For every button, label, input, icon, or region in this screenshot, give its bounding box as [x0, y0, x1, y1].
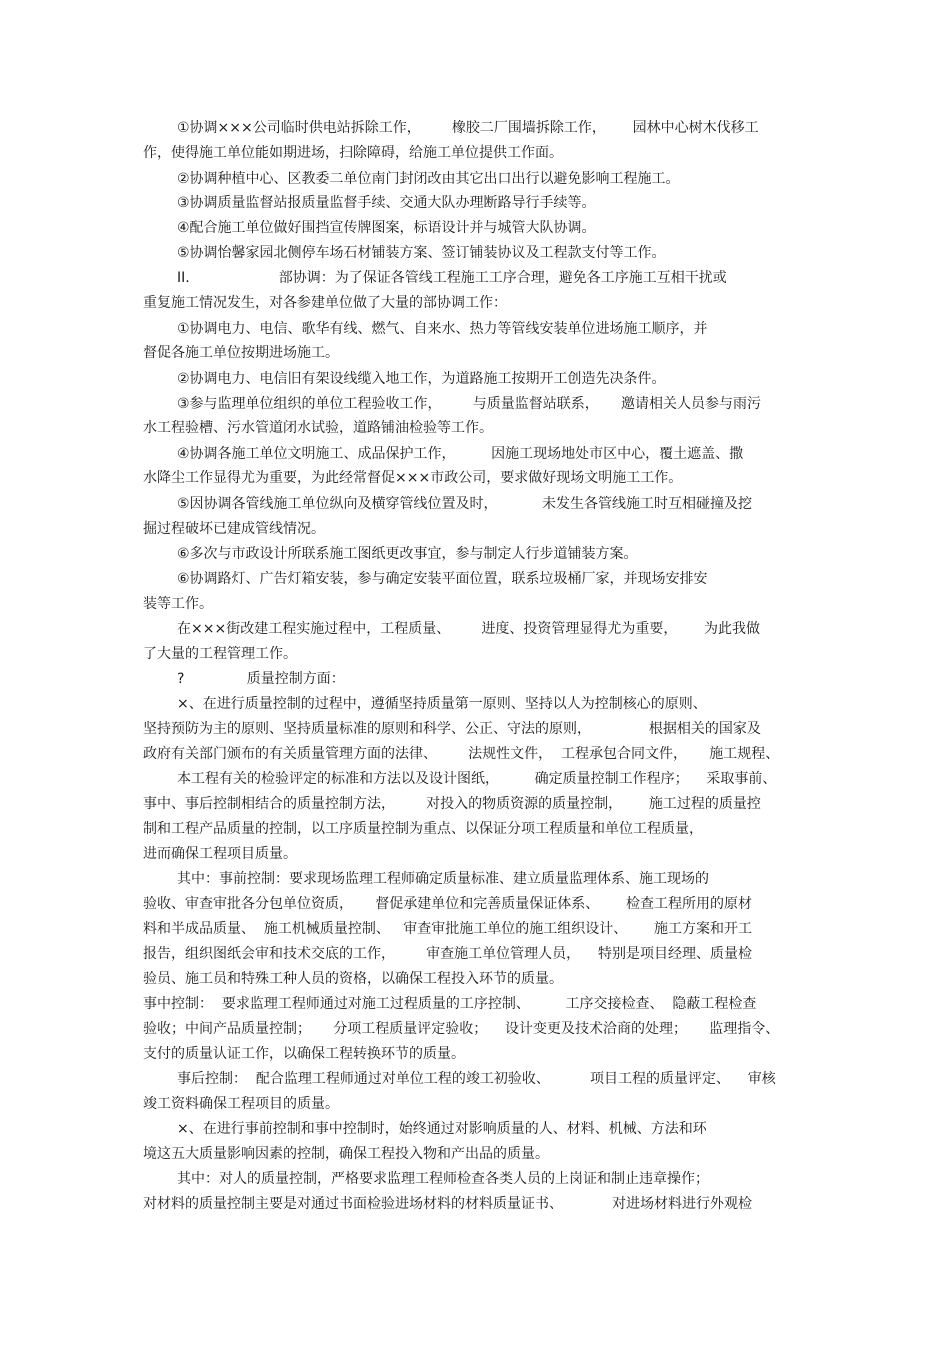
- text-line: 验员、施工员和特殊工种人员的资格，以确保工程投入环节的质量。: [143, 971, 563, 987]
- text-line: 事中控制： 要求监理工程师通过对施工过程质量的工序控制、 工序交接检查、 隐蔽工程检查: [143, 996, 757, 1012]
- text-line: 其中：事前控制：要求现场监理工程师确定质量标准、建立质量监理体系、施工现场的: [177, 871, 709, 887]
- text-line: 督促各施工单位按期进场施工。: [143, 345, 339, 361]
- text-line: 水工程验槽、污水管道闭水试验，道路铺油检验等工作。: [143, 420, 493, 436]
- text-line: ? 质量控制方面：: [177, 671, 345, 687]
- text-line: ②协调种植中心、区教委二单位南门封闭改由其它出口出行以避免影响工程施工。: [177, 171, 680, 187]
- text-line: 水降尘工作显得尤为重要，为此经常督促×××市政公司，要求做好现场文明施工工作。: [143, 470, 683, 486]
- text-line: ⑤协调怡馨家园北侧停车场石材铺装方案、签订铺装协议及工程款支付等工作。: [177, 245, 666, 261]
- text-line: ×、在进行质量控制的过程中，遵循坚持质量第一原则、坚持以人为控制核心的原则、: [177, 696, 707, 712]
- text-line: 坚持预防为主的原则、坚持质量标准的原则和科学、公正、守法的原则， 根据相关的国家及: [143, 721, 761, 737]
- text-line: ①协调×××公司临时供电站拆除工作， 橡胶二厂围墙拆除工作， 园林中心树木伐移工: [177, 120, 759, 136]
- text-line: 作，使得施工单位能如期进场，扫除障碍，给施工单位提供工作面。: [143, 145, 563, 161]
- text-line: 了大量的工程管理工作。: [143, 646, 297, 662]
- text-line: 验收、审查审批各分包单位资质， 督促承建单位和完善质量保证体系、 检查工程所用的原材: [143, 896, 752, 912]
- text-line: 装等工作。: [143, 596, 213, 612]
- text-line: 对材料的质量控制主要是对通过书面检验进场材料的材料质量证书、 对进场材料进行外观检: [143, 1196, 752, 1212]
- text-line: 支付的质量认证工作，以确保工程转换环节的质量。: [143, 1046, 465, 1062]
- text-line: 进而确保工程项目质量。: [143, 846, 297, 862]
- text-line: ③协调质量监督站报质量监督手续、交通大队办理断路导行手续等。: [177, 195, 596, 211]
- text-line: 在×××街改建工程实施过程中，工程质量、 进度、投资管理显得尤为重要， 为此我做: [177, 621, 761, 637]
- text-line: 竣工资料确保工程项目的质量。: [143, 1096, 339, 1112]
- text-line: 境这五大质量影响因素的控制，确保工程投入物和产出品的质量。: [143, 1146, 549, 1162]
- text-line: 政府有关部门颁布的有关质量管理方面的法律、 法规性文件， 工程承包合同文件， 施工规程、: [143, 746, 780, 762]
- text-line: ①协调电力、电信、歌华有线、燃气、自来水、热力等管线安装单位进场施工顺序，并: [177, 321, 708, 337]
- text-line: ⑥协调路灯、广告灯箱安装，参与确定安装平面位置，联系垃圾桶厂家，并现场安排安: [177, 571, 708, 587]
- text-line: 验收；中间产品质量控制； 分项工程质量评定验收； 设计变更及技术洽商的处理； 监理指令、: [143, 1021, 780, 1037]
- text-line: ⑤因协调各管线施工单位纵向及横穿管线位置及时， 未发生各管线施工时互相碰撞及挖: [177, 496, 753, 512]
- text-line: 事后控制： 配合监理工程师通过对单位工程的竣工初验收、 项目工程的质量评定、 审核: [177, 1071, 776, 1087]
- text-line: ④协调各施工单位文明施工、成品保护工作， 因施工现场地处市区中心，覆土遮盖、撒: [177, 446, 744, 462]
- text-line: 其中：对人的质量控制，严格要求监理工程师检查各类人员的上岗证和制止违章操作；: [177, 1171, 709, 1187]
- text-line: II. 部协调：为了保证各管线工程施工工序合理，避免各工序施工互相干扰或: [177, 270, 727, 286]
- text-line: 本工程有关的检验评定的标准和方法以及设计图纸， 确定质量控制工作程序； 采取事前、: [177, 771, 777, 787]
- text-line: ③参与监理单位组织的单位工程验收工作， 与质量监督站联系， 邀请相关人员参与雨污: [177, 396, 761, 412]
- text-line: ④配合施工单位做好围挡宣传牌图案，标语设计并与城管大队协调。: [177, 220, 596, 236]
- text-line: 报告，组织图纸会审和技术交底的工作， 审查施工单位管理人员， 特别是项目经理、质量检: [143, 946, 752, 962]
- text-line: 事中、事后控制相结合的质量控制方法， 对投入的物质资源的质量控制， 施工过程的质量控: [143, 796, 761, 812]
- text-line: 重复施工情况发生，对各参建单位做了大量的部协调工作：: [143, 295, 507, 311]
- text-line: 掘过程破坏已建成管线情况。: [143, 521, 325, 537]
- text-line: 料和半成品质量、 施工机械质量控制、 审查审批施工单位的施工组织设计、 施工方案和开工: [143, 921, 752, 937]
- text-line: ②协调电力、电信旧有架设线缆入地工作，为道路施工按期开工创造先决条件。: [177, 371, 666, 387]
- text-line: ⑥多次与市政设计所联系施工图纸更改事宜，参与制定人行步道铺装方案。: [177, 546, 638, 562]
- text-line: ×、在进行事前控制和事中控制时，始终通过对影响质量的人、材料、机械、方法和环: [177, 1121, 707, 1137]
- text-line: 制和工程产品质量的控制，以工序质量控制为重点、以保证分项工程质量和单位工程质量，: [143, 821, 703, 837]
